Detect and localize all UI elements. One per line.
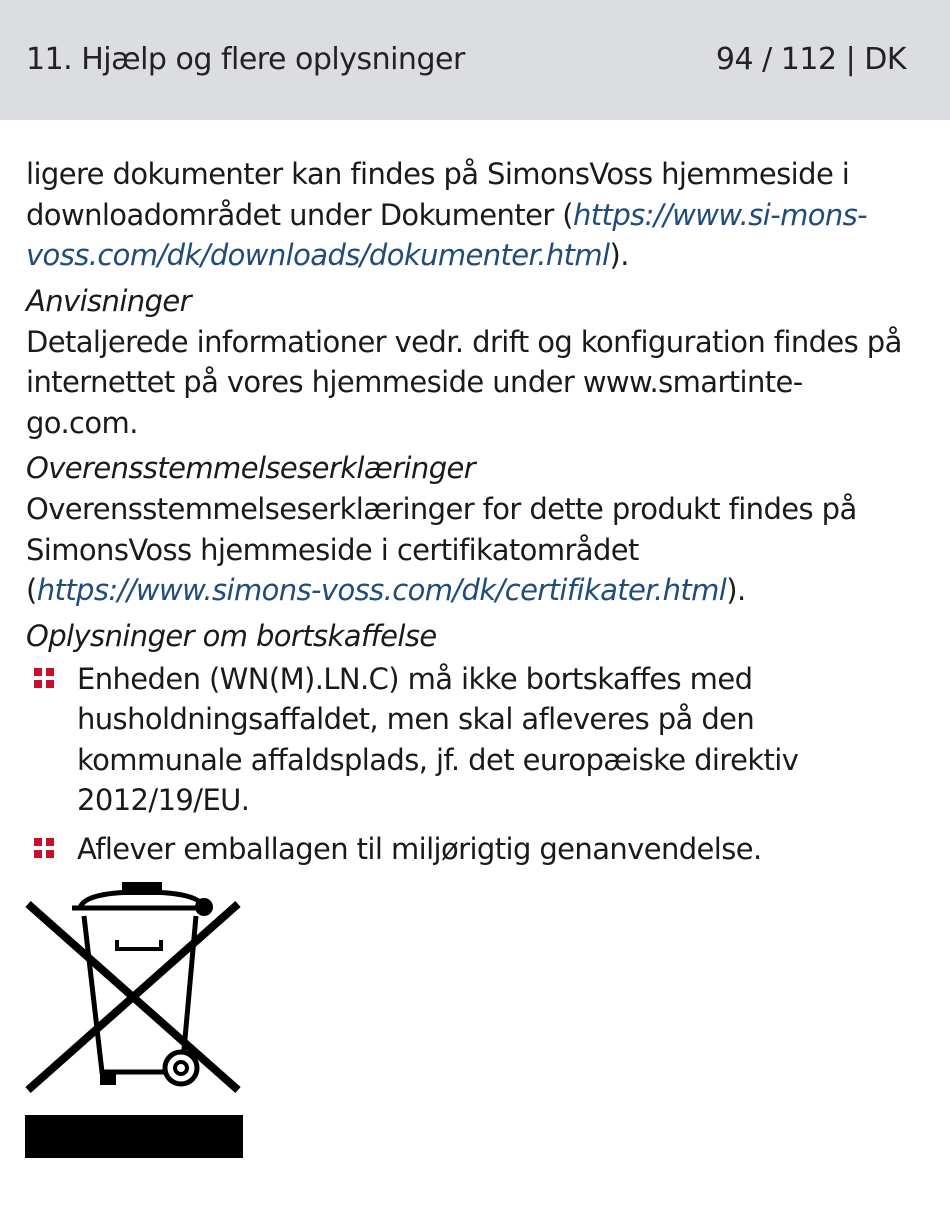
anvisninger-heading: Anvisninger xyxy=(26,283,191,318)
intro-paragraph xyxy=(26,154,906,276)
overensstemmelse-text-2: ). xyxy=(726,573,746,607)
overensstemmelse-paragraph xyxy=(26,489,906,611)
anvisninger-paragraph: Detaljerede informationer vedr. drift og konfiguration findes på internettet på vores hjemmeside under www.smartinte-go.com. xyxy=(26,324,902,440)
intro-text-2: ). xyxy=(609,238,629,272)
disposal-list xyxy=(26,659,906,870)
list-item xyxy=(26,659,906,821)
list-item-text: Enheden (WN(M).LN.C) må ikke bortskaffes med husholdningsaffaldet, men skal afleveres på den kommunale affaldsplads, jf. det europæiske direktiv 2012/19/EU. xyxy=(77,661,799,817)
red-square-grid-icon xyxy=(34,668,54,688)
bortskaffelse-heading: Oplysninger om bortskaffelse xyxy=(26,618,437,653)
page-number: 94 / 112 | DK xyxy=(715,42,906,77)
overensstemmelse-text-1: Overensstemmelseserklæringer for dette produkt findes på SimonsVoss hjemmeside i certifikatområdet ( xyxy=(26,492,857,607)
page-header xyxy=(0,0,950,120)
overensstemmelse-heading: Overensstemmelseserklæringer xyxy=(26,451,476,485)
list-item xyxy=(26,829,906,870)
list-item-text: Aflever emballagen til miljørigtig genanvendelse. xyxy=(77,831,762,866)
documents-link[interactable]: https://www.si-mons-voss.com/dk/downloads/dokumenter.html xyxy=(26,197,868,272)
section-title: 11. Hjælp og flere oplysninger xyxy=(26,42,465,77)
red-square-grid-icon xyxy=(34,838,54,858)
crossed-out-wheelie-bin-icon xyxy=(24,880,246,1160)
page-content xyxy=(26,154,906,877)
certificates-link[interactable]: https://www.simons-voss.com/dk/certifikater.html xyxy=(36,573,727,607)
intro-text-1: ligere dokumenter kan findes på SimonsVoss hjemmeside i downloadområdet under Dokumenter ( xyxy=(26,157,850,232)
